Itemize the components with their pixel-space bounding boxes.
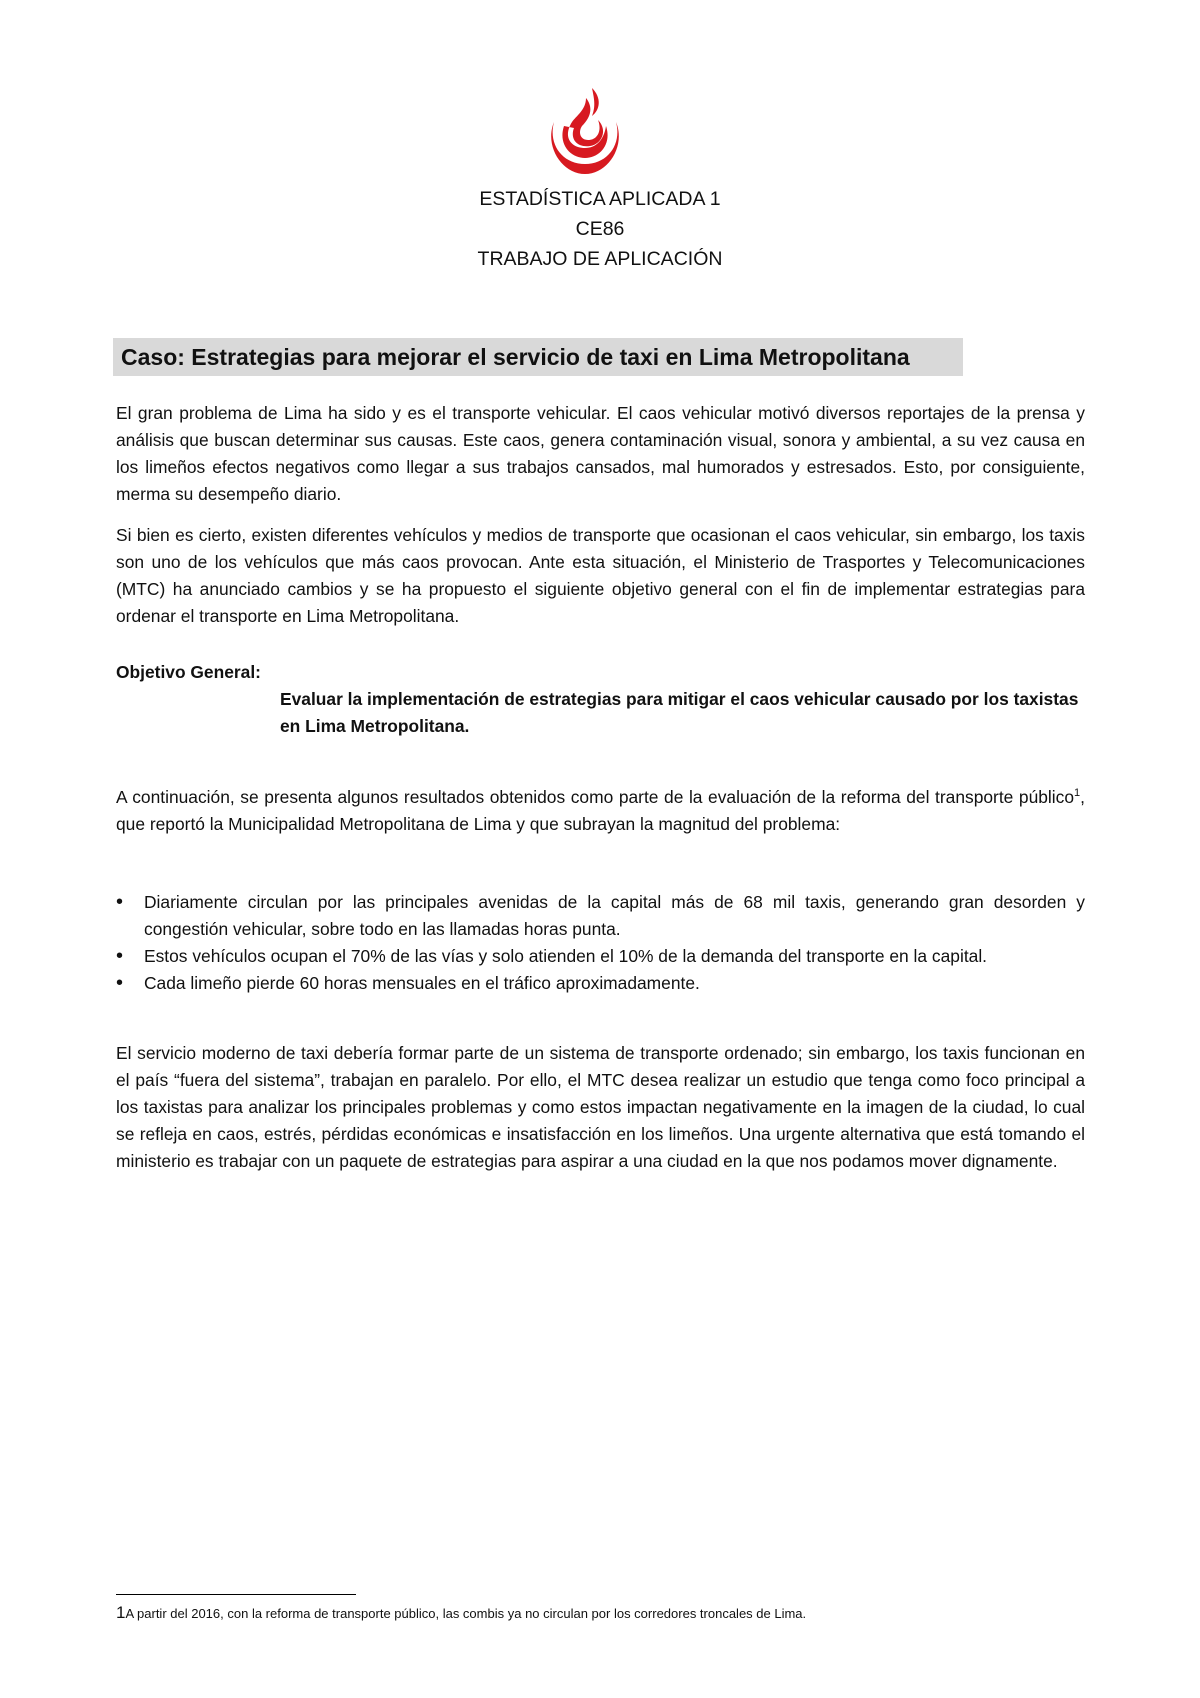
logo-tip (592, 88, 599, 116)
list-item: • Diariamente circulan por las principales avenidas de la capital más de 68 mil taxis, generando gran desorden y congestión vehicular, sobre todo en las llamadas horas punta. (116, 889, 1085, 943)
footnote-reference: 1 (1074, 787, 1081, 800)
results-text-start: A continuación, se presenta algunos resultados obtenidos como parte de la evaluación de la reforma del transporte público (116, 787, 1075, 807)
footnote-number: 1 (116, 1603, 126, 1622)
list-item: • Cada limeño pierde 60 horas mensuales en el tráfico aproximadamente. (116, 970, 1085, 997)
footnote-text: A partir del 2016, con la reforma de transporte público, las combis ya no circulan por los corredores troncales de Lima. (125, 1606, 807, 1621)
logo-inner-flame (562, 98, 607, 158)
document-header (0, 184, 1200, 274)
results-text-end: , que reportó la Municipalidad Metropolitana de Lima y que subrayan la magnitud del problema: (116, 787, 1085, 834)
case-title: Caso: Estrategias para mejorar el servicio de taxi en Lima Metropolitana (121, 344, 910, 370)
assignment-title: TRABAJO DE APLICACIÓN (477, 248, 723, 270)
results-bullet-list (116, 889, 1085, 997)
course-code: CE86 (575, 218, 625, 240)
objective-label: Objetivo General: (116, 662, 261, 682)
paragraph-context: Si bien es cierto, existen diferentes vehículos y medios de transporte que ocasionan el caos vehicular, sin embargo, los taxis son uno de los vehículos que más caos provocan. Ante esta situación, el Ministerio de Trasportes y Telecomunicaciones (MTC) ha anunciado cambios y se ha propuesto el siguiente objetivo general con el fin de implementar estrategias para ordenar el transporte en Lima Metropolitana. (116, 525, 1085, 626)
university-flame-logo (542, 86, 628, 178)
course-title: ESTADÍSTICA APLICADA 1 (479, 188, 721, 210)
objective-text: Evaluar la implementación de estrategias para mitigar el caos vehicular causado por los taxistas en Lima Metropolitana. (280, 689, 1079, 736)
footnote (116, 1603, 806, 1624)
paragraph-intro: El gran problema de Lima ha sido y es el transporte vehicular. El caos vehicular motivó diversos reportajes de la prensa y análisis que buscan determinar sus causas. Este caos, genera contaminación visual, sonora y ambiental, a su vez causa en los limeños efectos negativos como llegar a sus trabajos cansados, mal humorados y estresados. Esto, por consiguiente, merma su desempeño diario. (116, 403, 1085, 504)
list-item: • Estos vehículos ocupan el 70% de las vías y solo atienden el 10% de la demanda del transporte en la capital. (116, 943, 1085, 970)
paragraph-conclusion: El servicio moderno de taxi debería formar parte de un sistema de transporte ordenado; sin embargo, los taxis funcionan en el país “fuera del sistema”, trabajan en paralelo. Por ello, el MTC desea realizar un estudio que tenga como foco principal a los taxistas para analizar los principales problemas y como estos impactan negativamente en la imagen de la ciudad, lo cual se refleja en caos, estrés, pérdidas económicas e insatisfacción en los limeños. Una urgente alternativa que está tomando el ministerio es trabajar con un paquete de estrategias para aspirar a una ciudad en la que nos podamos mover dignamente. (116, 1043, 1085, 1171)
footnote-divider (116, 1594, 356, 1595)
paragraph-results (116, 784, 1085, 838)
